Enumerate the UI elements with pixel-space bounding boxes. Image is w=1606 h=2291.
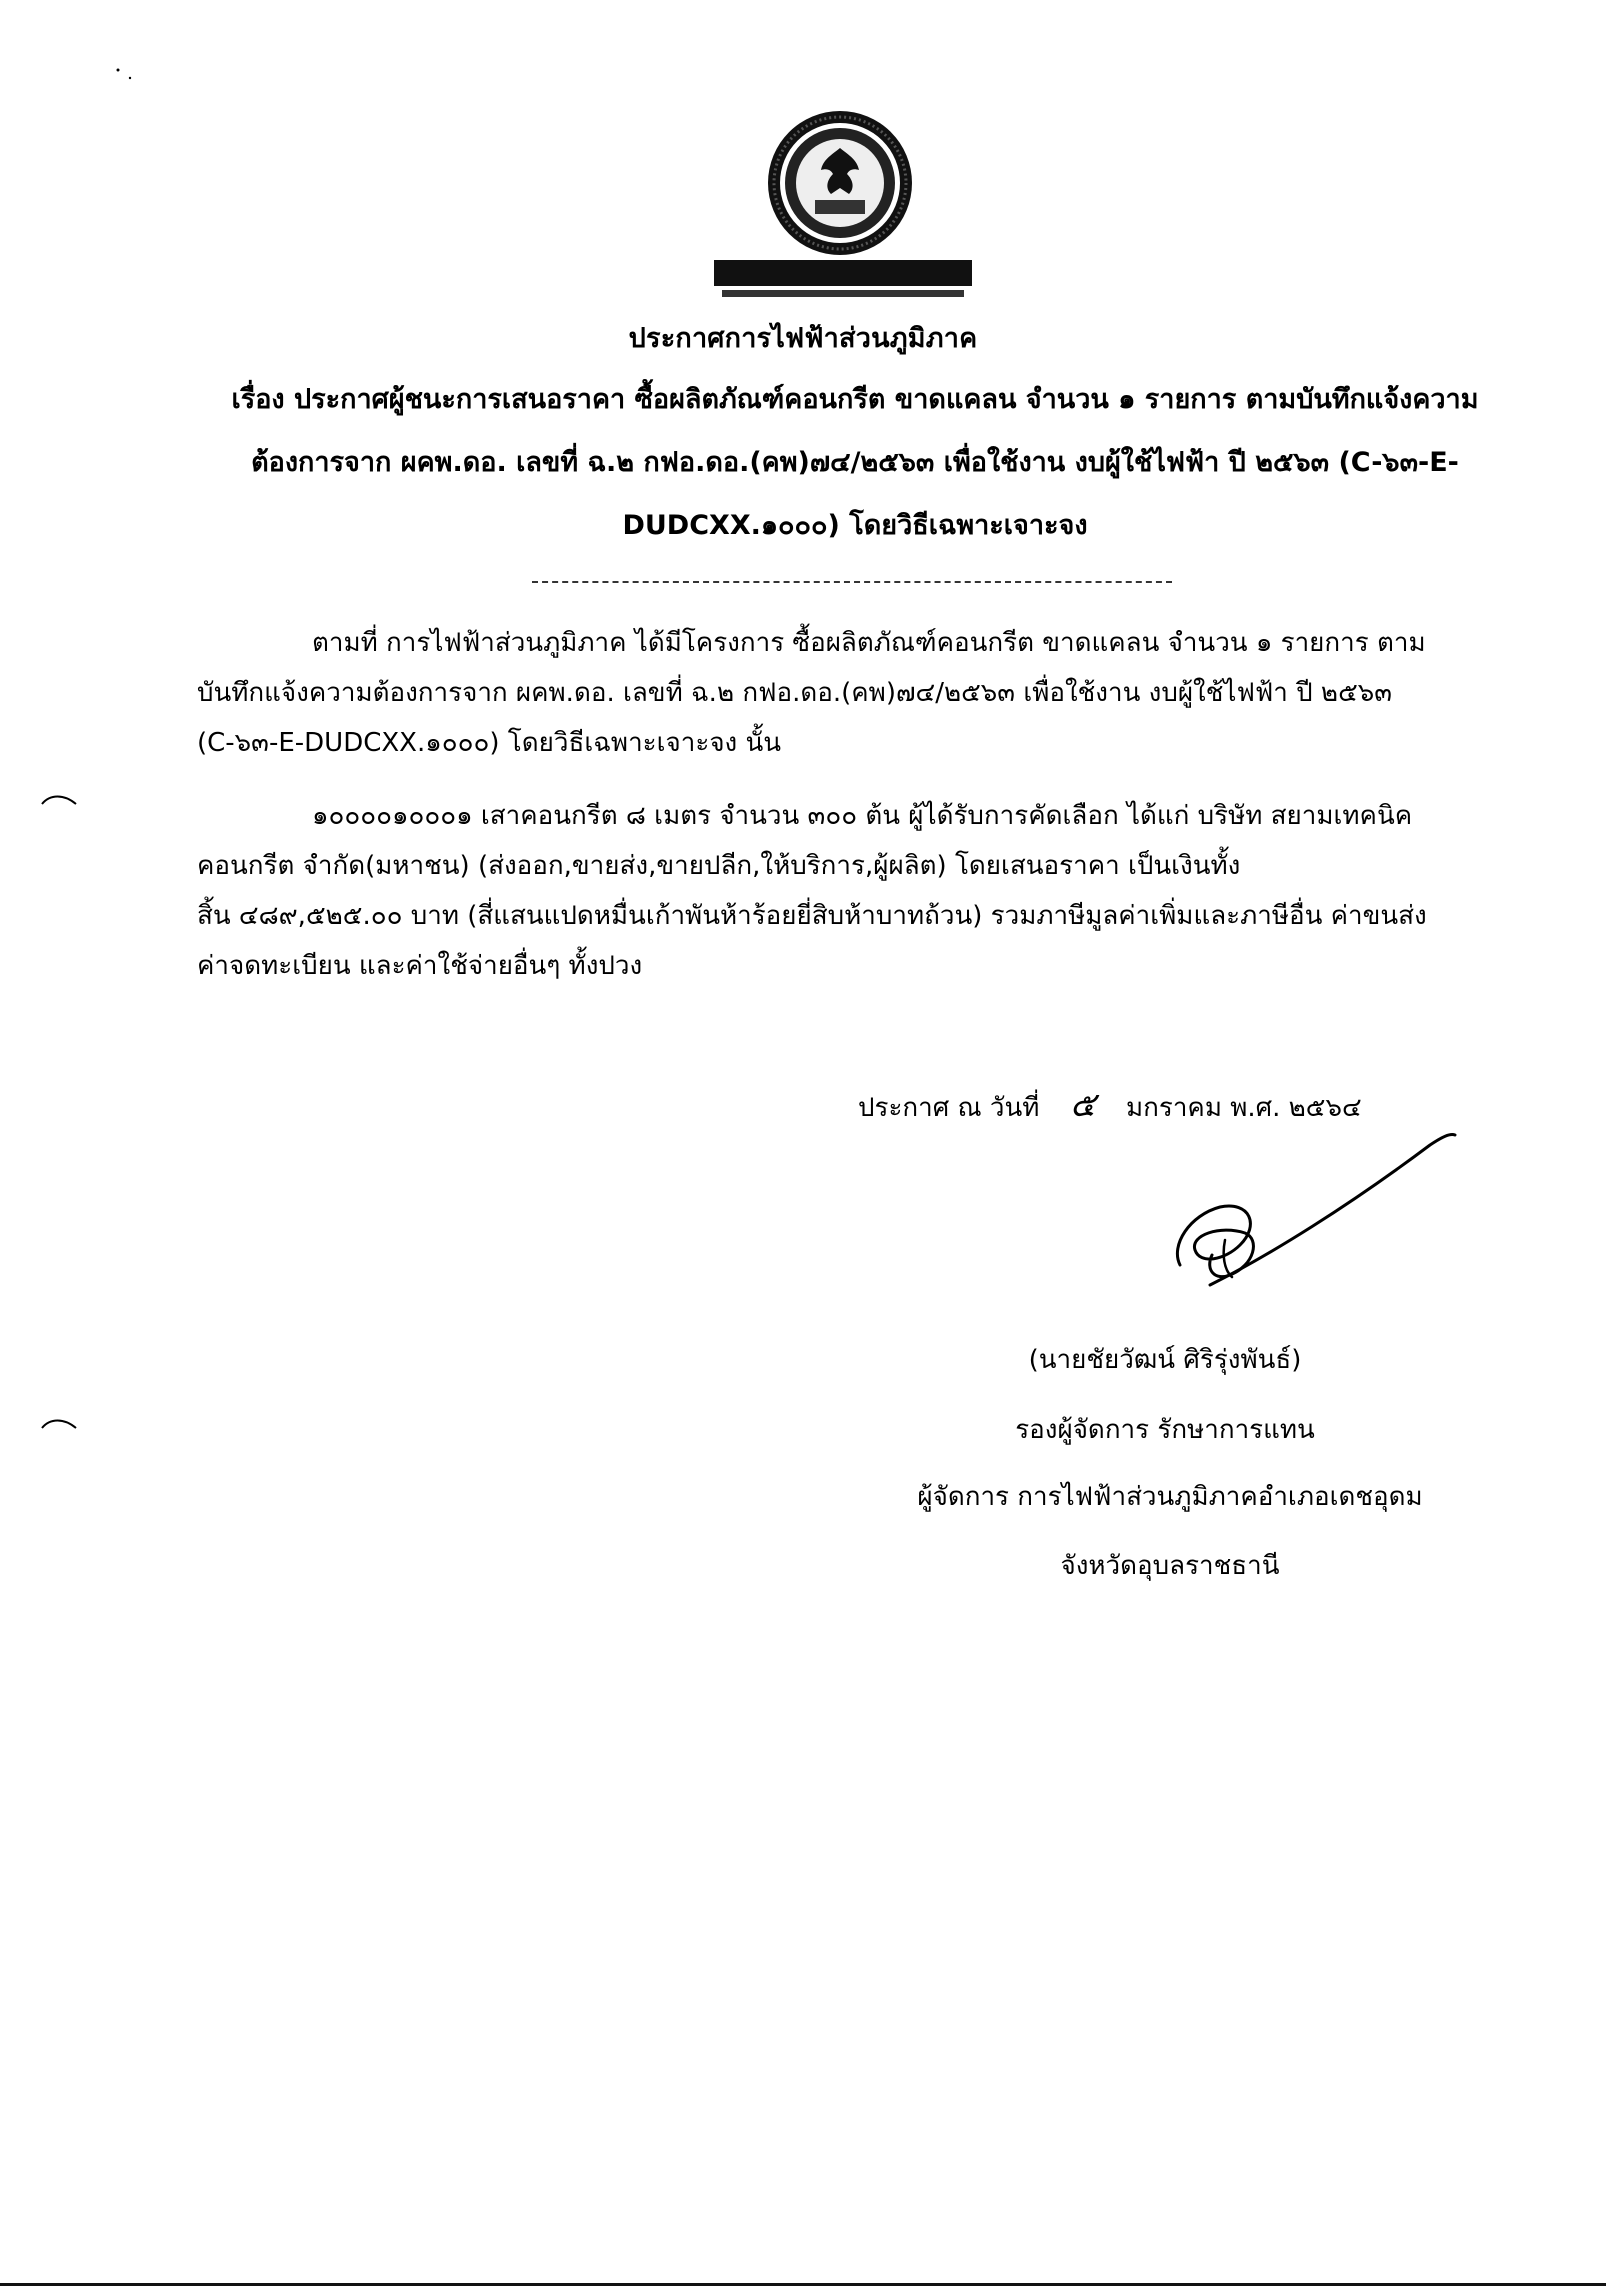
pea-logo-wordmark (708, 256, 978, 302)
paragraph1-line-3: (C-๖๓-E-DUDCXX.๑๐๐๐) โดยวิธีเฉพาะเจาะจง นั้น (197, 728, 782, 758)
paragraph2-line-1: ๑๐๐๐๐๑๐๐๐๑ เสาคอนกรีต ๘ เมตร จำนวน ๓๐๐ ต้น ผู้ได้รับการคัดเลือก ได้แก่ บริษัท สยามเทคนิค (312, 801, 1413, 831)
signer-province: จังหวัดอุบลราชธานี (1060, 1551, 1280, 1581)
announcement-month-year: มกราคม พ.ศ. ๒๕๖๔ (1125, 1093, 1362, 1123)
signer-position-manager: ผู้จัดการ การไฟฟ้าส่วนภูมิภาคอำเภอเดชอุดม (917, 1482, 1423, 1512)
scan-bottom-edge (0, 2283, 1606, 2286)
paragraph1-line-2: บันทึกแจ้งความต้องการจาก ผคพ.ดอ. เลขที่ ฉ.๒ กฟอ.ดอ.(คพ)๗๔/๒๕๖๓ เพื่อใช้งาน งบผู้ใช้ไฟฟ้า ปี ๒๕๖๓ (197, 678, 1393, 708)
handwritten-signature (1150, 1115, 1470, 1300)
subject-line-3: DUDCXX.๑๐๐๐) โดยวิธีเฉพาะเจาะจง (622, 510, 1088, 541)
announcement-prefix: ประกาศ ณ วันที่ (858, 1093, 1040, 1123)
scan-margin-mark (40, 1414, 80, 1434)
organization-title: ประกาศการไฟฟ้าส่วนภูมิภาค (628, 323, 978, 354)
paragraph-award (197, 791, 1497, 991)
subject-line-2: ต้องการจาก ผคพ.ดอ. เลขที่ ฉ.๒ กฟอ.ดอ.(คพ)๗๔/๒๕๖๓ เพื่อใช้งาน งบผู้ใช้ไฟฟ้า ปี ๒๕๖๓ (C-๖๓-E- (251, 447, 1459, 478)
paragraph1-line-1: ตามที่ การไฟฟ้าส่วนภูมิภาค ได้มีโครงการ ซื้อผลิตภัณฑ์คอนกรีต ขาดแคลน จำนวน ๑ รายการ ตาม (312, 628, 1426, 658)
signer-name: (นายชัยวัฒน์ ศิริรุ่งพันธ์) (1028, 1345, 1302, 1375)
announcement-day: ๕ (1069, 1085, 1096, 1125)
paragraph2-line-4: ค่าจดทะเบียน และค่าใช้จ่ายอื่นๆ ทั้งปวง (197, 951, 643, 981)
signer-position-acting: รองผู้จัดการ รักษาการแทน (1015, 1415, 1315, 1445)
paragraph2-line-3: สิ้น ๔๘๙,๕๒๕.๐๐ บาท (สี่แสนแปดหมื่นเก้าพันห้าร้อยยี่สิบห้าบาทถ้วน) รวมภาษีมูลค่าเพิ่มและภาษีอื่น ค่าขนส่ง (197, 901, 1427, 931)
subject-line-1: เรื่อง ประกาศผู้ชนะการเสนอราคา ซื้อผลิตภัณฑ์คอนกรีต ขาดแคลน จำนวน ๑ รายการ ตามบันทึกแจ้งความ (231, 384, 1479, 415)
scan-margin-mark (40, 790, 80, 810)
pea-logo-emblem (765, 108, 915, 258)
paragraph-background (197, 618, 1497, 768)
scan-speck (110, 60, 140, 90)
subject-heading (205, 368, 1505, 557)
divider-rule (532, 581, 1172, 583)
paragraph2-line-2: คอนกรีต จำกัด(มหาชน) (ส่งออก,ขายส่ง,ขายปลีก,ให้บริการ,ผู้ผลิต) โดยเสนอราคา เป็นเงินทั้ง (197, 851, 1241, 881)
